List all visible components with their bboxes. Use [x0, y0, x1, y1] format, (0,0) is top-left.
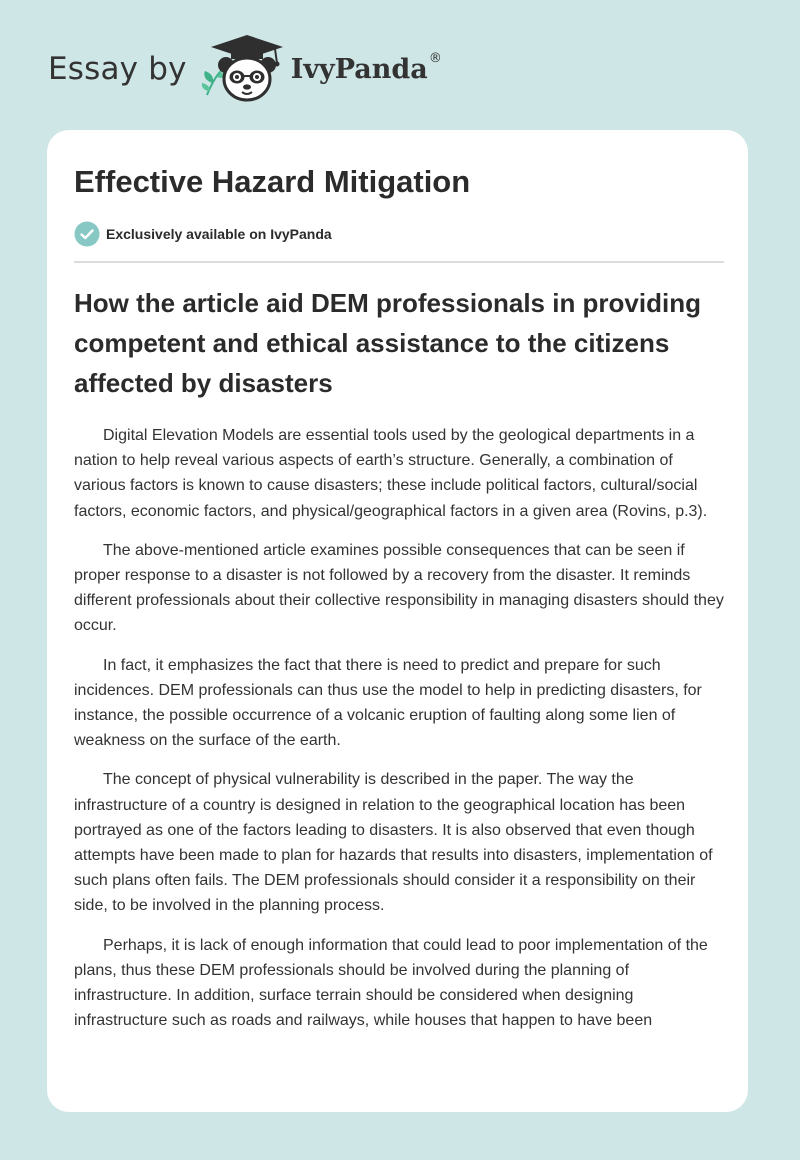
section-heading: How the article aid DEM professionals in providing competent and ethical assistance to the citizens affected by disasters: [74, 288, 701, 398]
essay-card: [47, 130, 748, 1112]
paragraph: Digital Elevation Models are essential tools used by the geological departments in a nation to help reveal various aspects of earth’s structure. Generally, a combination of various factors is known to cause disasters; these include political factors, cultural/social factors, economic factors, and physical/geographical factors in a given area (Rovins, p.3).: [74, 427, 708, 520]
page-title: Effective Hazard Mitigation: [74, 164, 471, 199]
paragraph: The above-mentioned article examines possible consequences that can be seen if proper response to a disaster is not followed by a recovery from the disaster. It reminds different professionals about their collective responsibility in managing disasters should they occur.: [74, 541, 724, 635]
exclusive-badge: [74, 221, 332, 247]
brand-header: [48, 34, 442, 104]
check-circle-icon: [74, 221, 100, 247]
essay-body: [74, 423, 726, 1047]
divider: [74, 261, 724, 263]
paragraph: In fact, it emphasizes the fact that there is need to predict and prepare for such incidences. DEM professionals can thus use the model to help in predicting disasters, for instance, the possible occurrence of a volcanic eruption of faulting along some lien of weakness on the surface of the earth.: [74, 656, 702, 750]
brand-prefix: Essay by: [48, 51, 187, 87]
panda-graduate-icon[interactable]: [201, 33, 293, 105]
exclusive-badge-text: Exclusively available on IvyPanda: [106, 226, 332, 242]
paragraph: The concept of physical vulnerability is described in the paper. The way the infrastructure of a country is designed in relation to the geographical location has been portrayed as one of the factors leading to disasters. It is also observed that even though attempts have been made to plan for hazards that results into disasters, implementation of such plans often fails. The DEM professionals should consider it a responsibility on their side, to be involved in the planning process.: [74, 771, 713, 915]
brand-name[interactable]: IvyPanda: [290, 53, 428, 85]
paragraph: Perhaps, it is lack of enough information that could lead to poor implementation of the plans, thus these DEM professionals should be involved during the planning of infrastructure. In addition, surface terrain should be considered when designing infrastructure such as roads and railways, while houses that happen to have been: [74, 936, 708, 1030]
registered-mark: ®: [428, 50, 442, 66]
